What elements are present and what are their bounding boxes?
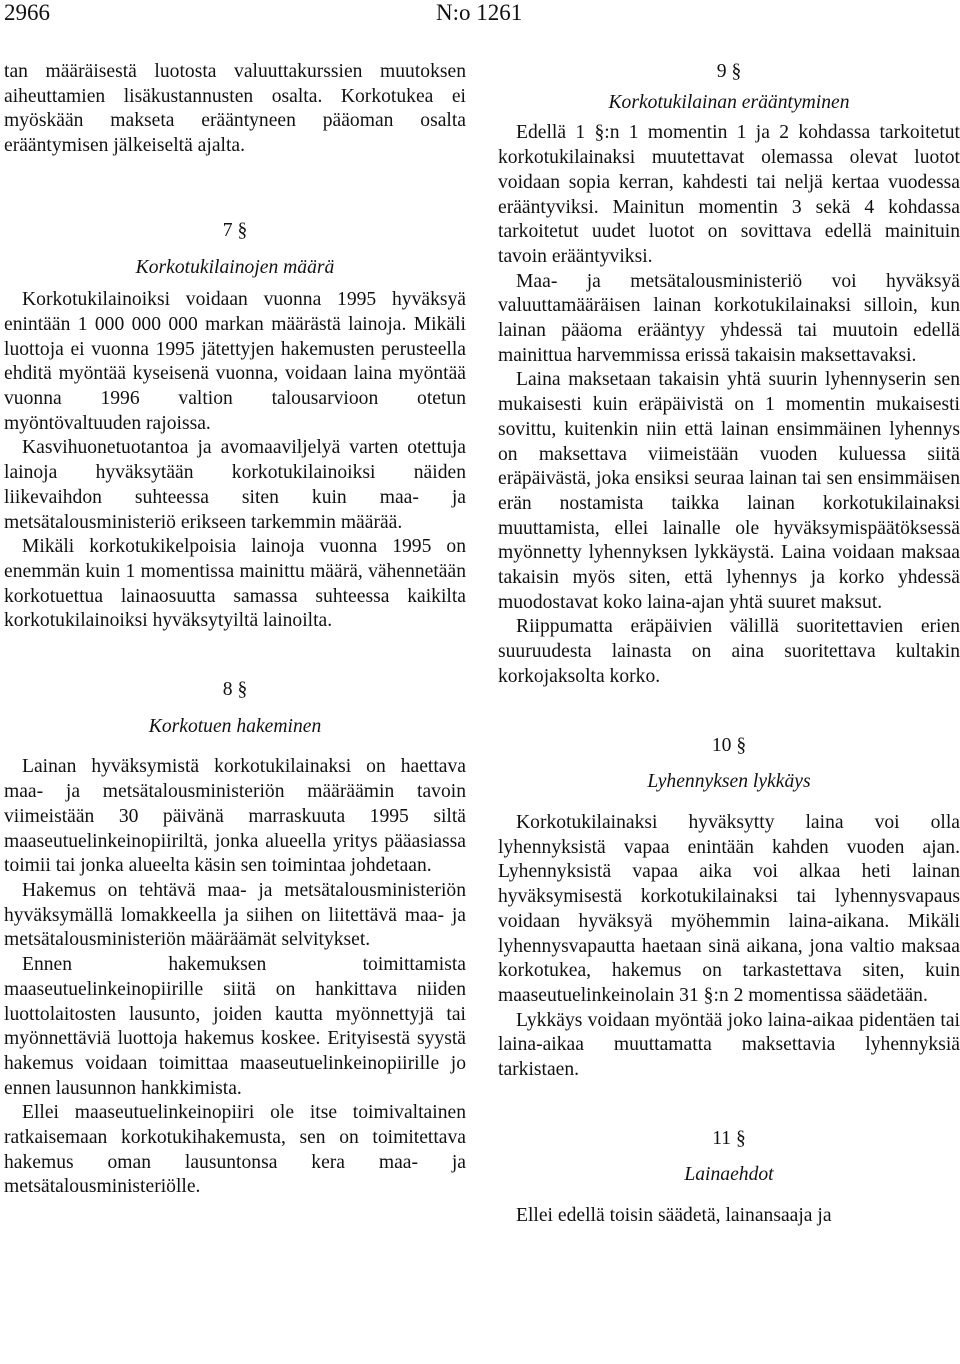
section-heading-10 (498, 734, 960, 795)
section-title: Lyhennyksen lykkäys (647, 771, 811, 793)
section-number: 7 § (222, 219, 248, 241)
paragraph: Laina maksetaan takaisin yhtä suurin lyhennyserin sen mukaisesti kuin eräpäivistä on 1 momentin mukaisesti sovittu, kuitenkin niin että lainan ensimmäinen lyhennys on maksettava viimeistään vuoden kuluessa siitä eräpäivästä, joka ensiksi seuraa lainan tai sen ensimmäisen erän nostamista taikka lainan korkotukilainaksi muuttamista, ellei lainalle ole hyväksymispäätöksessä myönnetty lyhennyksen lykkäystä. Laina voidaan maksaa takaisin myös siten, että lyhennys ja korko yhdessä muodostavat koko laina-ajan yhtä suuret maksut. (498, 369, 960, 613)
paragraph: Ellei edellä toisin säädetä, lainansaaja ja (516, 1205, 832, 1227)
paragraph: Lykkäys voidaan myöntää joko laina-aikaa pidentäen tai laina-aikaa muuttamatta maksettavia lyhennyksiä tarkistaen. (498, 1009, 960, 1081)
section-title: Lainaehdot (684, 1164, 774, 1186)
section-number: 11 § (712, 1127, 746, 1149)
paragraph: Edellä 1 §:n 1 momentin 1 ja 2 kohdassa tarkoitetut korkotukilainaksi muutettavat olemassa olevat luotot voidaan sopia kerran, kahdesti tai neljä kertaa vuodessa erääntyviksi. Mainitun momentin 3 sekä 4 kohdassa tarkoitetut uudet luotot on sovittava edellä mainituin tavoin erääntyviksi. (498, 122, 960, 267)
section-heading-8 (4, 678, 466, 739)
paragraph: Korkotukilainaksi hyväksytty laina voi olla lyhennyksistä vapaa enintään kahden vuoden ajan. Lyhennyksistä vapaa aika voi alkaa heti lainan hyväksymisestä korkotukilainaksi tai lyhennysvapaus voidaan hyväksyä myöhemmin laina-aikana. Mikäli lyhennysvapautta haetaan sinä aikana, jona valtio maksaa korkotukea, hakemus on tarkastettava siten, kuin maaseutuelinkeinolain 31 §:n 2 momentissa säädetään. (498, 811, 960, 1006)
paragraph: tan määräisestä luotosta valuuttakurssien muutoksen aiheuttamien lisäkustannusten osalta. Korkotukea ei myöskään makseta erääntyneen pääoman osalta erääntymisen jälkeiseltä ajalta. (4, 61, 466, 157)
left-column (4, 60, 466, 1200)
paragraph: Kasvihuonetuotantoa ja avomaaviljelyä varten otettuja lainoja hyväksytään korkotukilainoiksi näiden liikevaihdon suhteessa siten kuin maa- ja metsätalousministeriö erikseen tarkemmin määrää. (4, 437, 466, 533)
section-heading-11 (498, 1127, 960, 1188)
page-number: 2966 (4, 0, 50, 25)
page-header (0, 0, 960, 30)
paragraph: Ellei maaseutuelinkeinopiiri ole itse toimivaltainen ratkaisemaan korkotukihakemusta, sen on toimitettava hakemus oman lausuntonsa kera maa- ja metsätalousministeriölle. (4, 1102, 466, 1198)
paragraph: Mikäli korkotukikelpoisia lainoja vuonna 1995 on enemmän kuin 1 momentissa mainittu määrä, vähennetään korkotuettua lainaosuutta samassa suhteessa kaikilta korkotukilainoiksi hyväksytyiltä lainoilta. (4, 536, 466, 632)
section-number: 8 § (222, 679, 248, 701)
issue-number: N:o 1261 (436, 0, 523, 25)
section-heading-9 (498, 60, 960, 115)
paragraph: Korkotukilainoiksi voidaan vuonna 1995 hyväksyä enintään 1 000 000 000 markan määrästä lainoja. Mikäli luottoja ei vuonna 1995 jätettyjen hakemusten perusteella ehditä myöntää kyseisenä vuonna, voidaan laina myöntää vuonna 1996 valtion talousarvioon otetun myöntövaltuuden rajoissa. (4, 289, 466, 434)
paragraph: Hakemus on tehtävä maa- ja metsätalousministeriön hyväksymällä lomakkeella ja siihen on liitettävä maa- ja metsätalousministeriön määräämät selvitykset. (4, 879, 466, 951)
section-title: Korkotukilainojen määrä (135, 256, 335, 278)
section-heading-7 (4, 219, 466, 280)
section-number: 9 § (716, 61, 742, 82)
section-title: Korkotuen hakeminen (148, 715, 322, 737)
paragraph: Riippumatta eräpäivien välillä suoritettavien erien suuruudesta lainasta on aina suoritettava kultakin korkojaksolta korko. (498, 616, 960, 687)
paragraph: Ennen hakemuksen toimittamista maaseutuelinkeinopiirille siitä on hankittava niiden luottolaitosten lausunto, joiden kautta myönnettyjä tai myönnettäviä luottoja hakemus koskee. Erityisestä syystä hakemus voidaan toimittaa maaseutuelinkeinopiirille jo ennen lausunnon hankkimista. (4, 954, 466, 1099)
paragraph: Maa- ja metsätalousministeriö voi hyväksyä valuuttamääräisen lainan korkotukilainaksi silloin, kun lainan pääoma erääntyy yhdessä tai muutoin edellä mainittua harvemmissa erissä takaisin maksettavaksi. (498, 270, 960, 366)
section-number: 10 § (711, 734, 747, 756)
paragraph: Lainan hyväksymistä korkotukilainaksi on haettava maa- ja metsätalousministeriön määräämin tavoin viimeistään 30 päivänä marraskuuta 1995 siltä maaseutuelinkeinopiiriltä, jonka alueella yritys pääasiassa toimii tai jonka alueelta käsin sen toimintaa johdetaan. (4, 756, 466, 877)
right-column (498, 60, 960, 1229)
section-title: Korkotukilainan erääntyminen (608, 91, 850, 113)
